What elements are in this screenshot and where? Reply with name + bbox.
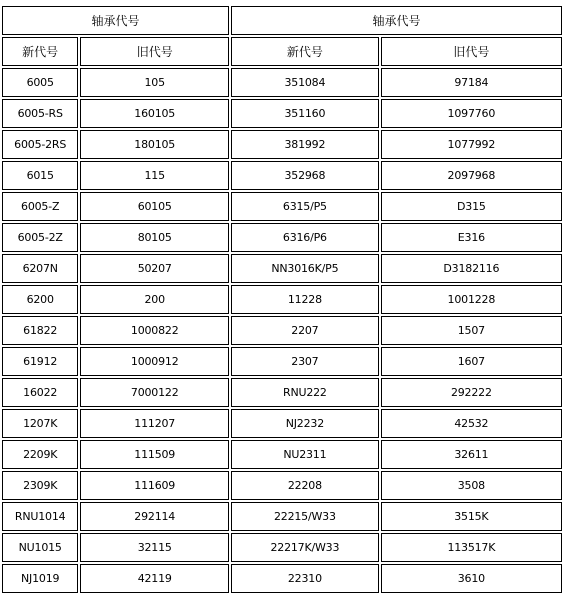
table-row (2, 347, 562, 376)
cell-new-code-left: 6005-RS (2, 99, 78, 128)
cell-new-code-left: 61912 (2, 347, 78, 376)
column-header-new-code-right: 新代号 (231, 37, 379, 66)
table-row (2, 564, 562, 593)
cell-new-code-right: NU2311 (231, 440, 379, 469)
cell-new-code-left: 16022 (2, 378, 78, 407)
column-header-new-code-left: 新代号 (2, 37, 78, 66)
cell-new-code-right: 2207 (231, 316, 379, 345)
cell-new-code-left: 61822 (2, 316, 78, 345)
column-header-old-code-right: 旧代号 (381, 37, 562, 66)
cell-new-code-right: 2307 (231, 347, 379, 376)
cell-old-code-right: 3515K (381, 502, 562, 531)
cell-new-code-right: 351084 (231, 68, 379, 97)
cell-new-code-right: 352968 (231, 161, 379, 190)
cell-old-code-left: 50207 (80, 254, 229, 283)
cell-old-code-left: 200 (80, 285, 229, 314)
cell-old-code-left: 292114 (80, 502, 229, 531)
cell-old-code-right: 2097968 (381, 161, 562, 190)
cell-new-code-left: 6015 (2, 161, 78, 190)
cell-old-code-right: 1001228 (381, 285, 562, 314)
cell-old-code-right: 1607 (381, 347, 562, 376)
cell-new-code-right: 11228 (231, 285, 379, 314)
cell-old-code-left: 180105 (80, 130, 229, 159)
cell-new-code-left: 6207N (2, 254, 78, 283)
cell-old-code-right: 42532 (381, 409, 562, 438)
cell-old-code-right: E316 (381, 223, 562, 252)
cell-new-code-right: 22208 (231, 471, 379, 500)
group-header-left: 轴承代号 (2, 6, 229, 35)
column-header-old-code-left: 旧代号 (80, 37, 229, 66)
cell-new-code-left: 6005-2RS (2, 130, 78, 159)
cell-old-code-right: D315 (381, 192, 562, 221)
table-row (2, 378, 562, 407)
cell-new-code-right: NN3016K/P5 (231, 254, 379, 283)
cell-new-code-right: RNU222 (231, 378, 379, 407)
cell-new-code-left: 1207K (2, 409, 78, 438)
cell-old-code-right: 32611 (381, 440, 562, 469)
group-header-right: 轴承代号 (231, 6, 562, 35)
cell-old-code-left: 1000822 (80, 316, 229, 345)
group-header-row (2, 6, 562, 35)
table-row (2, 316, 562, 345)
cell-new-code-right: 6315/P5 (231, 192, 379, 221)
cell-old-code-left: 105 (80, 68, 229, 97)
cell-new-code-left: 6200 (2, 285, 78, 314)
table-body (2, 68, 562, 593)
cell-old-code-left: 111207 (80, 409, 229, 438)
cell-old-code-left: 60105 (80, 192, 229, 221)
cell-new-code-left: 6005-Z (2, 192, 78, 221)
cell-new-code-right: 22215/W33 (231, 502, 379, 531)
cell-new-code-left: NU1015 (2, 533, 78, 562)
table-row (2, 285, 562, 314)
table-row (2, 533, 562, 562)
cell-old-code-left: 111609 (80, 471, 229, 500)
cell-old-code-right: 1097760 (381, 99, 562, 128)
table-row (2, 502, 562, 531)
cell-new-code-left: 2309K (2, 471, 78, 500)
table-row (2, 223, 562, 252)
cell-old-code-right: 97184 (381, 68, 562, 97)
cell-new-code-right: 6316/P6 (231, 223, 379, 252)
cell-new-code-left: 6005 (2, 68, 78, 97)
table-row (2, 161, 562, 190)
cell-new-code-left: NJ1019 (2, 564, 78, 593)
cell-old-code-left: 115 (80, 161, 229, 190)
table-row (2, 409, 562, 438)
cell-old-code-right: 113517K (381, 533, 562, 562)
cell-new-code-right: NJ2232 (231, 409, 379, 438)
cell-old-code-left: 7000122 (80, 378, 229, 407)
cell-new-code-left: 6005-2Z (2, 223, 78, 252)
column-header-row (2, 37, 562, 66)
cell-new-code-left: RNU1014 (2, 502, 78, 531)
table-row (2, 99, 562, 128)
table-row (2, 254, 562, 283)
table-row (2, 192, 562, 221)
cell-old-code-right: 292222 (381, 378, 562, 407)
table-row (2, 440, 562, 469)
cell-old-code-right: 1507 (381, 316, 562, 345)
cell-new-code-right: 22217K/W33 (231, 533, 379, 562)
cell-old-code-left: 1000912 (80, 347, 229, 376)
table-row (2, 471, 562, 500)
cell-old-code-right: 1077992 (381, 130, 562, 159)
cell-old-code-left: 80105 (80, 223, 229, 252)
cell-new-code-right: 351160 (231, 99, 379, 128)
cell-old-code-left: 42119 (80, 564, 229, 593)
cell-old-code-left: 32115 (80, 533, 229, 562)
cell-old-code-right: 3610 (381, 564, 562, 593)
cell-new-code-left: 2209K (2, 440, 78, 469)
cell-old-code-right: D3182116 (381, 254, 562, 283)
table-row (2, 68, 562, 97)
cell-old-code-right: 3508 (381, 471, 562, 500)
cell-new-code-right: 22310 (231, 564, 379, 593)
table-row (2, 130, 562, 159)
cell-old-code-left: 160105 (80, 99, 229, 128)
cell-new-code-right: 381992 (231, 130, 379, 159)
table-head (2, 6, 562, 66)
bearing-code-table (0, 4, 564, 595)
cell-old-code-left: 111509 (80, 440, 229, 469)
